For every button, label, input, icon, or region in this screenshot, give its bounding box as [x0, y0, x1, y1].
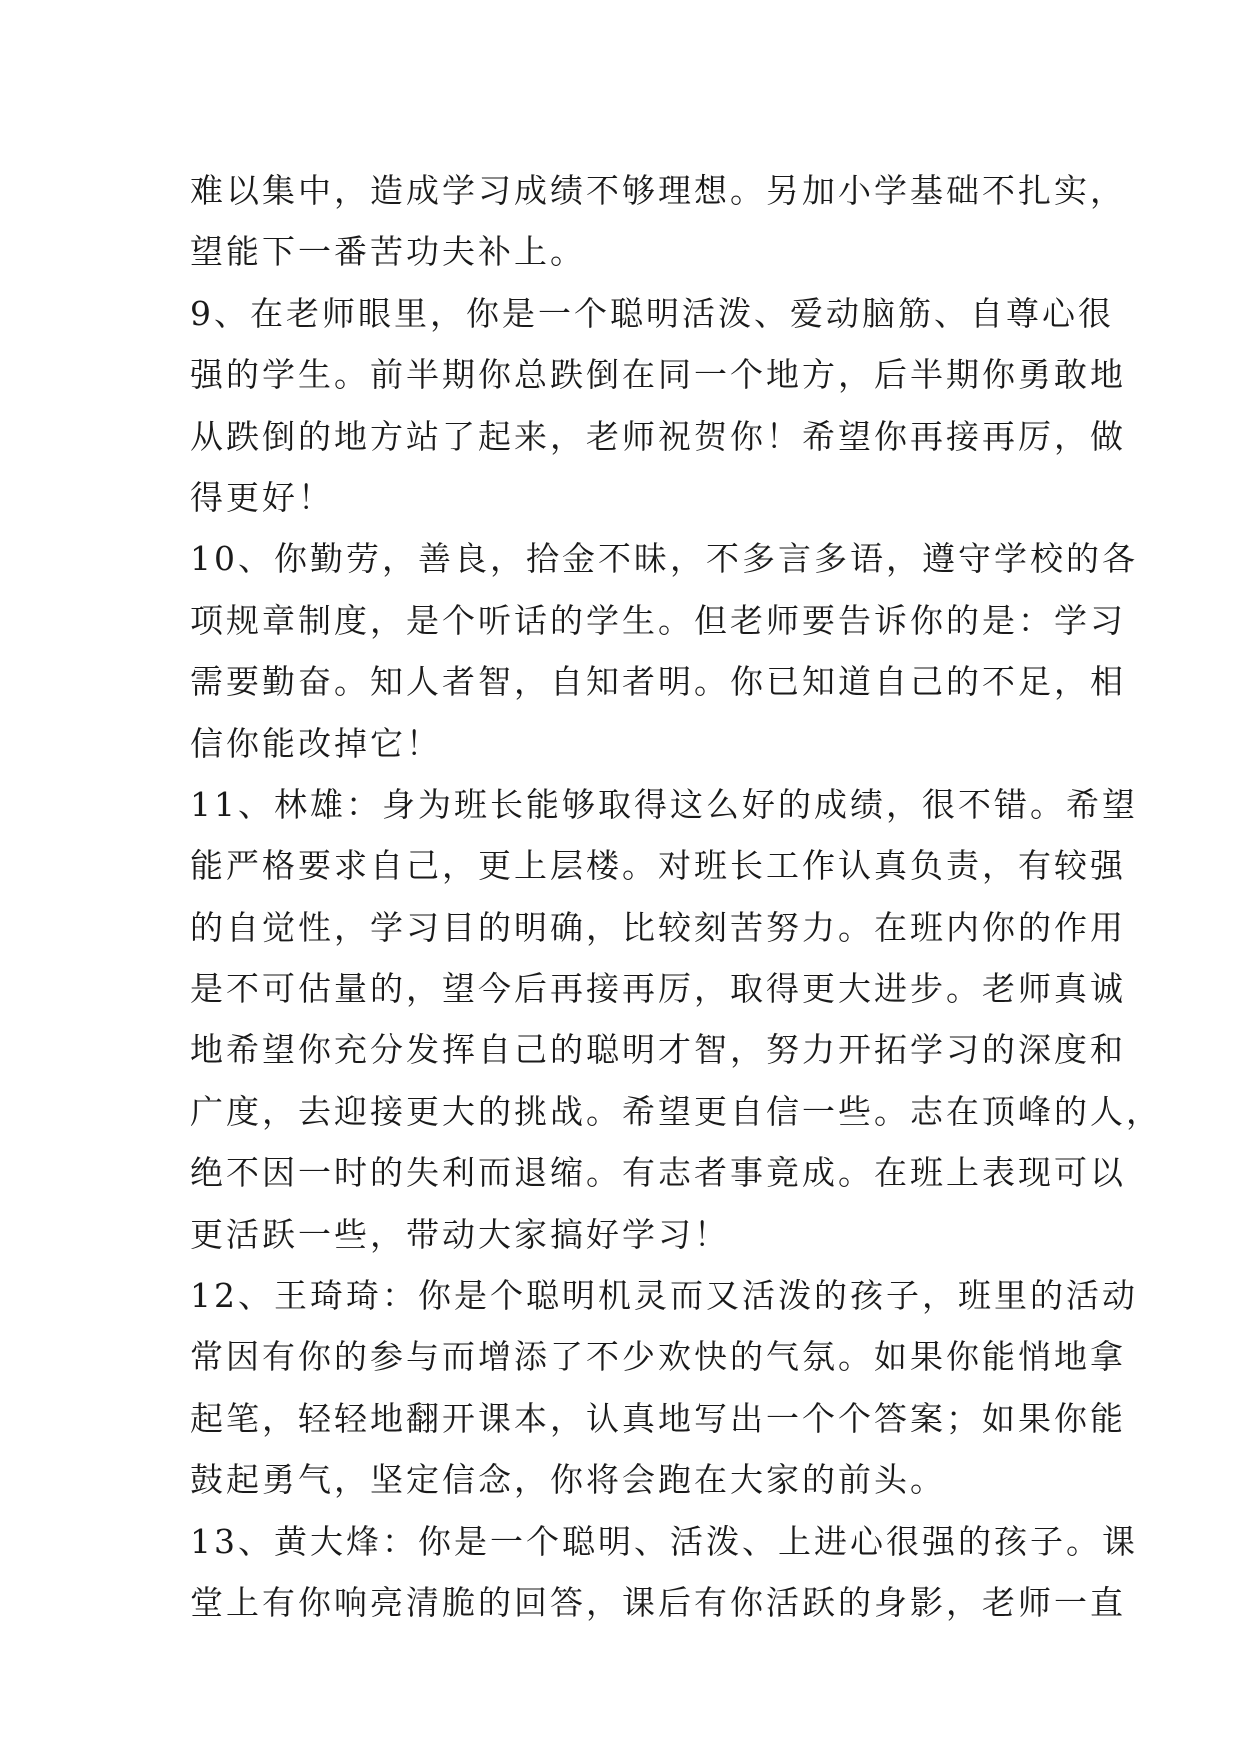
text-line: 地希望你充分发挥自己的聪明才智，努力开拓学习的深度和 — [190, 1030, 1126, 1070]
text-line: 项规章制度，是个听话的学生。但老师要告诉你的是：学习 — [190, 600, 1126, 640]
text-line: 鼓起勇气，坚定信念，你将会跑在大家的前头。 — [190, 1460, 946, 1500]
text-line: 更活跃一些，带动大家搞好学习！ — [190, 1214, 730, 1254]
text-line: 10、你勤劳，善良，拾金不昧，不多言多语，遵守学校的各 — [190, 539, 1138, 579]
text-line: 强的学生。前半期你总跌倒在同一个地方，后半期你勇敢地 — [190, 355, 1126, 395]
text-line: 9、在老师眼里，你是一个聪明活泼、爱动脑筋、自尊心很 — [190, 293, 1114, 333]
text-line: 望能下一番苦功夫补上。 — [190, 232, 586, 272]
body-text — [190, 160, 1162, 1633]
text-line: 需要勤奋。知人者智，自知者明。你已知道自己的不足，相 — [190, 662, 1126, 702]
text-line: 起笔，轻轻地翻开课本，认真地写出一个个答案；如果你能 — [190, 1398, 1126, 1438]
text-line: 是不可估量的，望今后再接再厉，取得更大进步。老师真诚 — [190, 969, 1126, 1009]
text-line: 难以集中，造成学习成绩不够理想。另加小学基础不扎实， — [190, 171, 1126, 210]
text-line: 12、王琦琦：你是个聪明机灵而又活泼的孩子，班里的活动 — [190, 1276, 1138, 1316]
text-line: 得更好！ — [190, 477, 334, 517]
text-line: 11、林雄：身为班长能够取得这么好的成绩，很不错。希望 — [190, 784, 1138, 824]
text-line: 13、黄大烽：你是一个聪明、活泼、上进心很强的孩子。课 — [190, 1521, 1138, 1561]
text-line: 能严格要求自己，更上层楼。对班长工作认真负责，有较强 — [190, 846, 1126, 886]
text-line: 的自觉性，学习目的明确，比较刻苦努力。在班内你的作用 — [190, 907, 1126, 947]
text-line: 信你能改掉它！ — [190, 723, 442, 763]
text-line: 广度，去迎接更大的挑战。希望更自信一些。志在顶峰的人， — [190, 1091, 1162, 1131]
text-line: 从跌倒的地方站了起来，老师祝贺你！希望你再接再厉，做 — [190, 416, 1126, 456]
text-line: 常因有你的参与而增添了不少欢快的气氛。如果你能悄地拿 — [190, 1337, 1126, 1377]
text-line: 堂上有你响亮清脆的回答，课后有你活跃的身影，老师一直 — [190, 1582, 1126, 1622]
text-line: 绝不因一时的失利而退缩。有志者事竟成。在班上表现可以 — [190, 1153, 1126, 1193]
